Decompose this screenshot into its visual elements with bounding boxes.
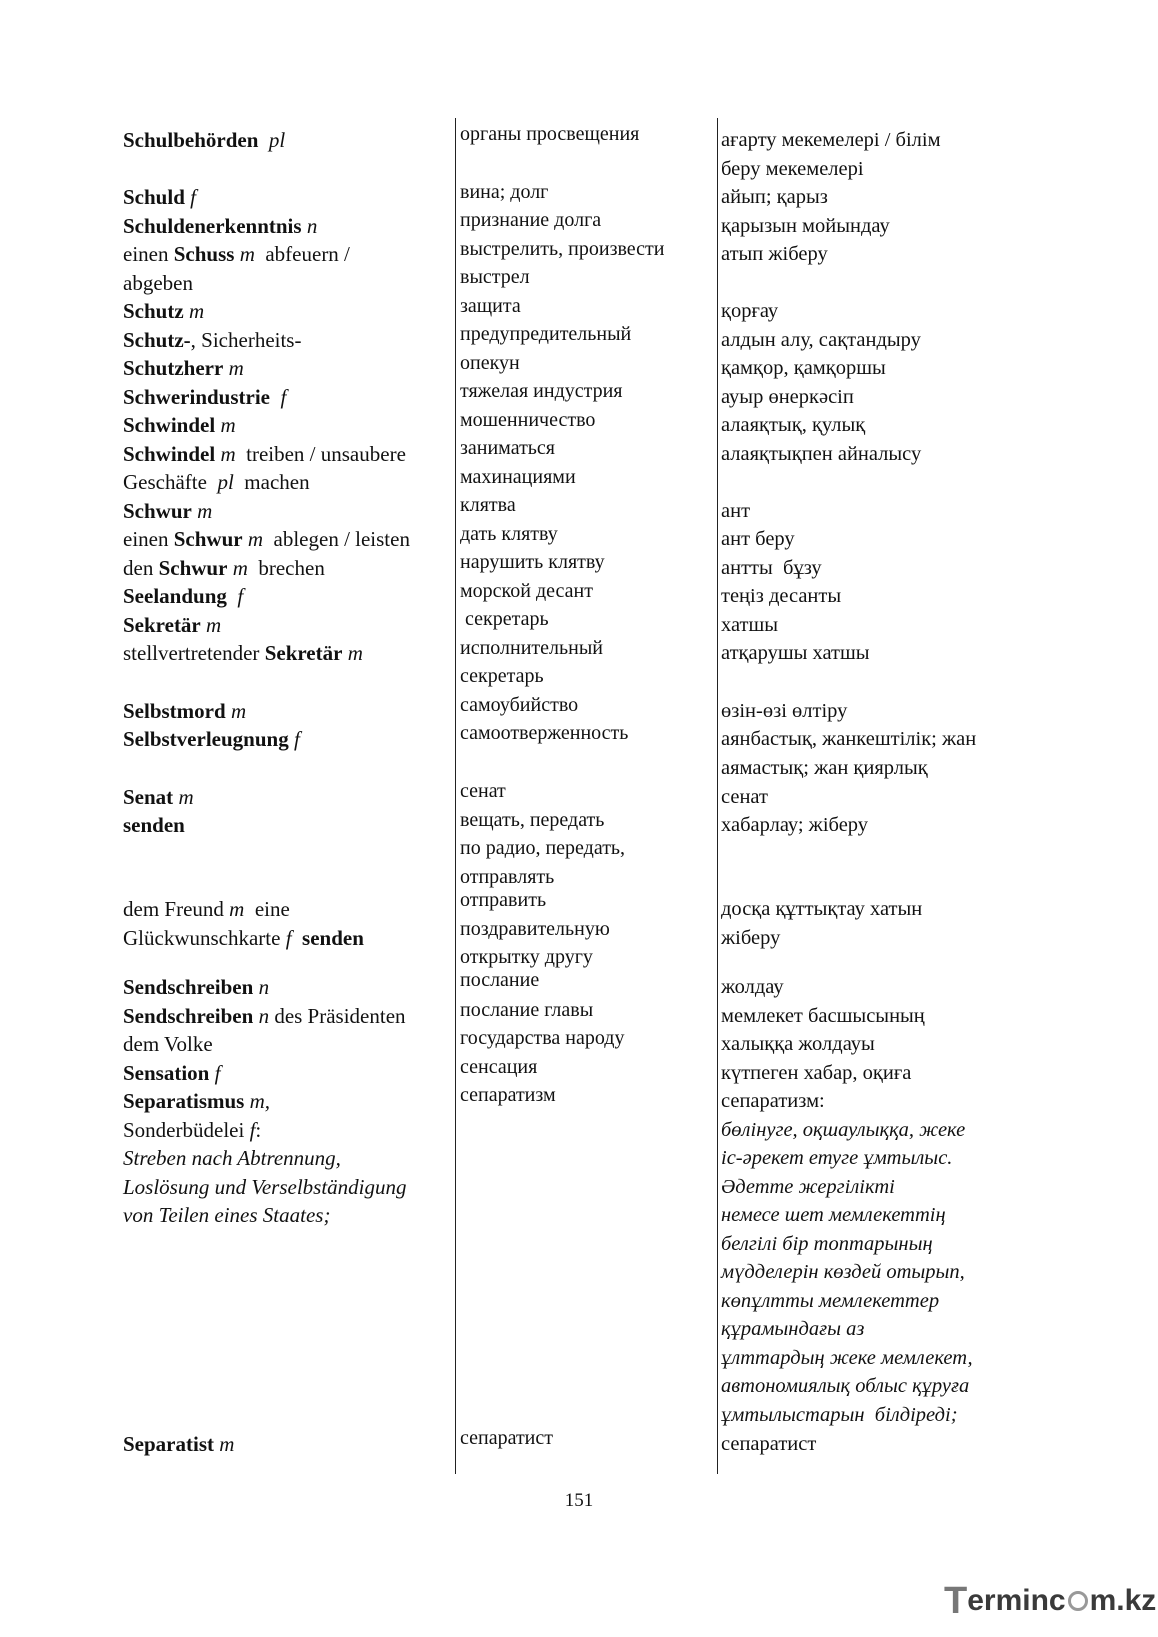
- german-term-line: [123, 411, 236, 439]
- kazakh-translation-line: ұлттардың жеке мемлекет,: [721, 1347, 973, 1369]
- term-segment: Schutz: [123, 299, 184, 323]
- term-segment: dem Freund: [123, 897, 230, 921]
- russian-translation-line: признание долга: [460, 209, 602, 231]
- russian-translation-line: вина; долг: [460, 181, 549, 203]
- kazakh-translation-line: алаяқтықпен айналысу: [721, 443, 922, 465]
- german-term-line: [123, 1201, 330, 1229]
- kazakh-translation-line: халыққа жолдауы: [721, 1033, 875, 1055]
- term-segment: n: [258, 975, 270, 999]
- german-term-line: [123, 440, 406, 468]
- russian-translation-line: исполнительный: [460, 637, 603, 659]
- term-segment: f: [214, 1061, 221, 1085]
- term-segment: Schwerindustrie: [123, 385, 270, 409]
- term-segment: m,: [249, 1089, 271, 1113]
- term-segment: [227, 584, 238, 608]
- russian-translation-line: дать клятву: [460, 523, 558, 545]
- russian-translation-line: выстрел: [460, 266, 530, 288]
- term-segment: m: [219, 1432, 235, 1456]
- german-term-line: [123, 811, 185, 839]
- russian-translation-line: послание: [460, 969, 540, 991]
- russian-translation-line: опекун: [460, 352, 520, 374]
- kazakh-translation-line: айып; қарыз: [721, 186, 828, 208]
- term-segment: m: [220, 413, 236, 437]
- kazakh-translation-line: ауыр өнеркәсіп: [721, 386, 854, 408]
- kazakh-translation-line: күтпеген хабар, оқиға: [721, 1062, 912, 1084]
- term-segment: Schwindel: [123, 413, 216, 437]
- russian-translation-line: органы просвещения: [460, 123, 640, 145]
- russian-translation-line: отправить: [460, 889, 547, 911]
- kazakh-translation-line: өзін-өзі өлтіру: [721, 700, 848, 722]
- term-segment: pl: [217, 470, 234, 494]
- russian-translation-line: открытку другу: [460, 946, 593, 968]
- russian-translation-line: самоотверженность: [460, 722, 629, 744]
- term-segment: treiben / unsaubere: [235, 442, 406, 466]
- term-segment: brechen: [247, 556, 325, 580]
- russian-translation-line: секретарь: [460, 665, 544, 687]
- term-segment: [258, 128, 269, 152]
- term-segment: Schuldenerkenntnis: [123, 214, 302, 238]
- term-segment: m: [247, 527, 264, 551]
- term-segment: m: [239, 242, 255, 266]
- german-term-line: [123, 783, 194, 811]
- column-divider-left: [455, 118, 456, 1474]
- kazakh-translation-line: көпұлтты мемлекеттер: [721, 1290, 940, 1312]
- column-divider-right: [717, 118, 718, 1474]
- term-segment: ablegen / leisten: [263, 527, 410, 551]
- german-term-line: [123, 468, 310, 496]
- german-term-line: [123, 1430, 234, 1458]
- russian-translation-line: по радио, передать,: [460, 837, 626, 859]
- kazakh-translation-line: автономиялық облыс құруға: [721, 1375, 970, 1397]
- term-segment: m: [178, 785, 194, 809]
- russian-translation-line: предупредительный: [460, 323, 632, 345]
- term-segment: Sonderbüdelei: [123, 1118, 250, 1142]
- kazakh-translation-line: сенат: [721, 786, 768, 808]
- term-segment: des Präsidenten: [269, 1004, 406, 1028]
- term-segment: Glückwunschkarte: [123, 926, 286, 950]
- term-segment: Schwur: [173, 527, 243, 551]
- term-segment: Selbstverleugnung: [123, 727, 289, 751]
- german-term-line: [123, 895, 290, 923]
- russian-translation-line: мошенничество: [460, 409, 596, 431]
- term-segment: einen: [123, 527, 174, 551]
- kazakh-translation-line: белгілі бір топтарының: [721, 1233, 933, 1255]
- kazakh-translation-line: құрамындағы аз: [721, 1318, 865, 1340]
- german-term-line: [123, 354, 244, 382]
- german-term-line: [123, 1030, 213, 1058]
- term-segment: eine: [244, 897, 290, 921]
- term-segment: m: [232, 556, 248, 580]
- kazakh-translation-line: досқа құттықтау хатын: [721, 898, 923, 920]
- term-segment: m: [230, 699, 247, 723]
- term-segment: Sekretär: [123, 613, 201, 637]
- term-segment: Separatist: [123, 1432, 214, 1456]
- german-term-line: [123, 183, 196, 211]
- russian-translation-line: сенат: [460, 780, 506, 802]
- german-term-line: [123, 525, 410, 553]
- term-segment: Schwur: [158, 556, 228, 580]
- page-number: 151: [564, 1490, 594, 1511]
- kazakh-translation-line: қамқор, қамқоршы: [721, 357, 886, 379]
- term-segment: f: [237, 584, 244, 608]
- german-term-line: [123, 697, 246, 725]
- term-segment: Senat: [123, 785, 174, 809]
- kazakh-translation-line: ағарту мекемелері / білім: [721, 129, 941, 151]
- term-segment: abgeben: [123, 271, 193, 295]
- kazakh-translation-line: беру мекемелері: [721, 158, 864, 180]
- term-segment: , Sicherheits-: [190, 328, 302, 352]
- russian-translation-line: защита: [460, 295, 521, 317]
- term-segment: Sensation: [123, 1061, 210, 1085]
- russian-translation-line: нарушить клятву: [460, 551, 605, 573]
- term-segment: Schwur: [123, 499, 192, 523]
- term-segment: Schulbehörden: [123, 128, 259, 152]
- term-segment: :: [255, 1118, 262, 1142]
- term-segment: m: [220, 442, 236, 466]
- magnifier-icon: [1068, 1591, 1088, 1611]
- term-segment: Schuss: [173, 242, 235, 266]
- term-segment: m: [188, 299, 205, 323]
- term-segment: f: [280, 385, 287, 409]
- term-segment: [270, 385, 281, 409]
- german-term-line: [123, 240, 350, 268]
- kazakh-translation-line: сепаратист: [721, 1433, 817, 1455]
- kazakh-translation-line: хатшы: [721, 614, 779, 636]
- german-term-line: [123, 1144, 341, 1172]
- term-segment: dem Volke: [123, 1032, 213, 1056]
- russian-translation-line: самоубийство: [460, 694, 579, 716]
- german-term-line: [123, 611, 221, 639]
- german-term-line: [123, 383, 286, 411]
- term-segment: n: [258, 1004, 270, 1028]
- german-term-line: [123, 554, 325, 582]
- german-term-line: [123, 126, 285, 154]
- german-term-line: [123, 1087, 270, 1115]
- term-segment: Sekretär: [264, 641, 343, 665]
- term-segment: m: [197, 499, 213, 523]
- term-segment: abfeuern /: [254, 242, 350, 266]
- german-term-line: [123, 212, 317, 240]
- term-segment: Streben nach Abtrennung,: [123, 1146, 341, 1170]
- term-segment: m: [229, 897, 245, 921]
- russian-translation-line: выстрелить, произвести: [460, 238, 665, 260]
- german-term-line: [123, 269, 193, 297]
- term-segment: Sendschreiben: [123, 1004, 254, 1028]
- german-term-line: [123, 326, 301, 354]
- term-segment: stellvertretender: [123, 641, 265, 665]
- kazakh-translation-line: жіберу: [721, 927, 781, 949]
- kazakh-translation-line: қорғау: [721, 300, 779, 322]
- russian-translation-line: сепаратизм: [460, 1084, 556, 1106]
- german-term-line: [123, 497, 212, 525]
- russian-translation-line: вещать, передать: [460, 809, 605, 831]
- kazakh-translation-line: аянбастық, жанкештілік; жан: [721, 728, 977, 750]
- term-segment: machen: [233, 470, 310, 494]
- kazakh-translation-line: Әдетте жергілікті: [721, 1176, 895, 1198]
- kazakh-translation-line: алдын алу, сақтандыру: [721, 329, 921, 351]
- term-segment: Separatismus: [123, 1089, 245, 1113]
- term-segment: Selbstmord: [123, 699, 226, 723]
- kazakh-translation-line: жолдау: [721, 976, 784, 998]
- kazakh-translation-line: хабарлау; жіберу: [721, 814, 869, 836]
- term-segment: m: [347, 641, 363, 665]
- russian-translation-line: поздравительную: [460, 918, 610, 940]
- term-segment: den: [123, 556, 159, 580]
- kazakh-translation-line: атып жіберу: [721, 243, 828, 265]
- kazakh-translation-line: ұмтылыстарын білдіреді;: [721, 1404, 958, 1426]
- term-segment: senden: [123, 813, 185, 837]
- term-segment: pl: [268, 128, 286, 152]
- kazakh-translation-line: атқарушы хатшы: [721, 642, 870, 664]
- term-segment: f: [293, 727, 300, 751]
- russian-translation-line: морской десант: [460, 580, 593, 602]
- german-term-line: [123, 924, 364, 952]
- kazakh-translation-line: антты бұзу: [721, 557, 822, 579]
- russian-translation-line: заниматься: [460, 437, 555, 459]
- russian-translation-line: сепаратист: [460, 1427, 553, 1449]
- term-segment: senden: [302, 926, 364, 950]
- term-segment: Schutz-: [123, 328, 191, 352]
- term-segment: von Teilen eines Staates;: [123, 1203, 331, 1227]
- term-segment: Geschäfte: [123, 470, 218, 494]
- russian-translation-line: секретарь: [460, 608, 549, 630]
- kazakh-translation-line: мемлекет басшысының: [721, 1005, 925, 1027]
- kazakh-translation-line: немесе шет мемлекеттің: [721, 1204, 946, 1226]
- term-segment: Schwindel: [123, 442, 216, 466]
- russian-translation-line: клятва: [460, 494, 516, 516]
- russian-translation-line: послание главы: [460, 999, 594, 1021]
- term-segment: f: [285, 926, 292, 950]
- term-segment: Schutzherr: [123, 356, 224, 380]
- german-term-line: [123, 1173, 407, 1201]
- term-segment: Schuld: [123, 185, 185, 209]
- russian-translation-line: тяжелая индустрия: [460, 380, 623, 402]
- kazakh-translation-line: ант: [721, 500, 751, 522]
- kazakh-translation-line: қарызын мойындау: [721, 215, 890, 237]
- term-segment: Sendschreiben: [123, 975, 254, 999]
- kazakh-translation-line: алаяқтық, қулық: [721, 414, 866, 436]
- german-term-line: [123, 725, 300, 753]
- russian-translation-line: государства народу: [460, 1027, 625, 1049]
- kazakh-translation-line: ант беру: [721, 528, 795, 550]
- term-segment: Seelandung: [123, 584, 227, 608]
- term-segment: f: [249, 1118, 256, 1142]
- german-term-line: [123, 639, 363, 667]
- german-term-line: [123, 1002, 406, 1030]
- term-segment: f: [190, 185, 196, 209]
- german-term-line: [123, 297, 204, 325]
- german-term-line: [123, 1059, 220, 1087]
- kazakh-translation-line: мүдделерін көздей отырып,: [721, 1261, 965, 1283]
- russian-translation-line: отправлять: [460, 866, 555, 888]
- german-term-line: [123, 582, 243, 610]
- term-segment: m: [228, 356, 244, 380]
- kazakh-translation-line: іс-әрекет етуге ұмтылыс.: [721, 1147, 953, 1169]
- russian-translation-line: сенсация: [460, 1056, 538, 1078]
- german-term-line: [123, 1116, 261, 1144]
- watermark-logo: T erminc m.kz: [944, 1579, 1157, 1622]
- german-term-line: [123, 973, 269, 1001]
- kazakh-translation-line: бөлінуге, оқшаулыққа, жеке: [721, 1119, 966, 1141]
- russian-translation-line: махинациями: [460, 466, 576, 488]
- term-segment: Loslösung und Verselbständigung: [123, 1175, 407, 1199]
- kazakh-translation-line: аямастық; жан қиярлық: [721, 757, 928, 779]
- kazakh-translation-line: сепаратизм:: [721, 1090, 825, 1112]
- term-segment: m: [206, 613, 222, 637]
- term-segment: n: [306, 214, 318, 238]
- term-segment: [292, 926, 303, 950]
- kazakh-translation-line: теңіз десанты: [721, 585, 842, 607]
- term-segment: einen: [123, 242, 174, 266]
